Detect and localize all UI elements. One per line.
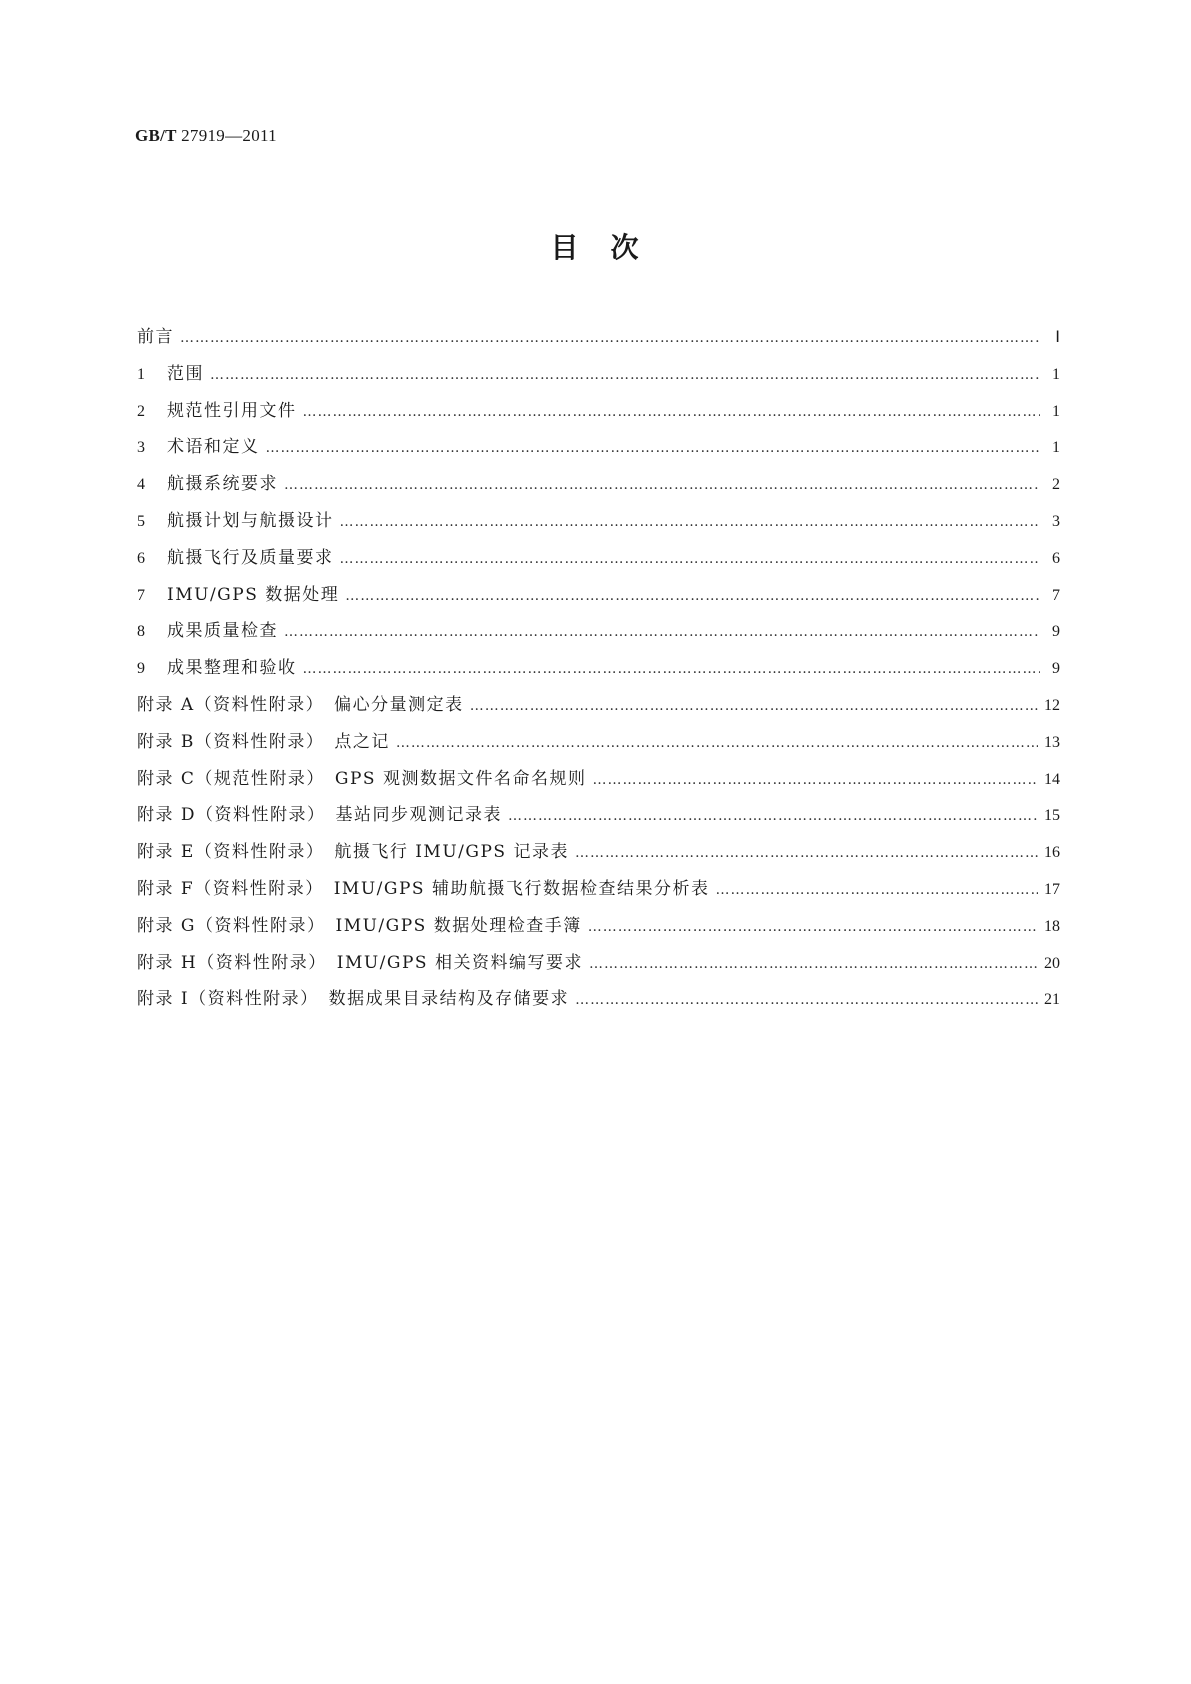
toc-entry-label	[137, 768, 586, 790]
toc-entry-label	[137, 878, 709, 900]
toc-entry[interactable]	[137, 731, 1060, 768]
toc-entry-label	[137, 400, 297, 423]
toc-entry[interactable]	[137, 841, 1060, 878]
toc-entry-page: 2	[1052, 476, 1060, 494]
toc-entry-label	[137, 731, 390, 753]
toc-entry-label	[137, 584, 339, 607]
toc-leader-dots	[340, 548, 1041, 570]
toc-entry-label	[137, 620, 278, 643]
toc-entry-title: 前言	[137, 327, 174, 347]
toc-entry[interactable]	[137, 657, 1060, 694]
toc-entry[interactable]	[137, 915, 1060, 952]
toc-entry[interactable]	[137, 694, 1060, 731]
toc-entry-label	[137, 363, 204, 386]
toc-entry[interactable]	[137, 473, 1060, 510]
toc-entry-title: 成果整理和验收	[167, 658, 297, 679]
toc-leader-dots	[715, 879, 1038, 901]
toc-entry-title: 航摄系统要求	[167, 474, 278, 495]
toc-entry[interactable]	[137, 510, 1060, 547]
toc-entry-title: 术语和定义	[167, 437, 260, 458]
toc-entry-number: 8	[137, 623, 147, 641]
toc-entry-number: 1	[137, 365, 147, 383]
toc-entry-page: 9	[1052, 623, 1060, 641]
toc-entry-page: 1	[1052, 402, 1060, 420]
toc-entry-number: 6	[137, 549, 147, 567]
toc-entry-title: 范围	[167, 363, 204, 384]
toc-leader-dots	[575, 842, 1038, 864]
toc-leader-dots	[588, 916, 1038, 938]
toc-entry-number: 3	[137, 439, 147, 457]
toc-entry[interactable]	[137, 988, 1060, 1025]
toc-entry-label	[137, 510, 334, 533]
toc-entry-page: Ⅰ	[1055, 329, 1060, 346]
toc-entry-page: 9	[1052, 660, 1060, 678]
toc-entry-label	[137, 988, 569, 1010]
toc-entry-label	[137, 804, 502, 826]
toc-entry-page: 12	[1044, 696, 1060, 714]
toc-entry[interactable]	[137, 547, 1060, 584]
toc-leader-dots	[340, 511, 1041, 533]
toc-entry[interactable]	[137, 620, 1060, 657]
toc-entry-title: 成果质量检查	[167, 621, 278, 642]
toc-entry[interactable]	[137, 436, 1060, 473]
document-code	[135, 126, 277, 146]
toc-leader-dots	[470, 695, 1038, 717]
toc-leader-dots	[345, 585, 1040, 607]
toc-entry-page: 20	[1044, 954, 1060, 972]
toc-entry-label	[137, 657, 297, 680]
document-code-prefix: GB/T	[135, 126, 177, 145]
toc-entry-title: 附录 F（资料性附录） IMU/GPS 辅助航摄飞行数据检查结果分析表	[137, 878, 710, 899]
toc-entry-title: 附录 D（资料性附录） 基站同步观测记录表	[137, 805, 503, 826]
page-title: 目 次	[550, 231, 641, 264]
toc-entry[interactable]	[137, 400, 1060, 437]
toc-leader-dots	[575, 989, 1038, 1011]
toc-entry-label	[137, 694, 464, 716]
toc-entry-title: 附录 A（资料性附录） 偏心分量测定表	[137, 694, 464, 715]
toc-entry-page: 7	[1052, 586, 1060, 604]
toc-entry-page: 1	[1052, 439, 1060, 457]
toc-leader-dots	[180, 327, 1040, 349]
toc-entry-page: 17	[1044, 880, 1060, 898]
toc-entry-page: 6	[1052, 549, 1060, 567]
toc-entry-title: IMU/GPS 数据处理	[167, 584, 340, 605]
toc-entry-label	[137, 473, 278, 496]
toc-leader-dots	[210, 364, 1040, 386]
toc-entry-number: 9	[137, 660, 147, 678]
toc-entry-page: 21	[1044, 991, 1060, 1009]
toc-leader-dots	[284, 474, 1040, 496]
toc-entry[interactable]	[137, 584, 1060, 621]
toc-entry[interactable]	[137, 768, 1060, 805]
toc-entry-page: 3	[1052, 512, 1060, 530]
toc-leader-dots	[508, 805, 1038, 827]
toc-entry-number: 4	[137, 476, 147, 494]
toc-entry-title: 附录 C（规范性附录） GPS 观测数据文件名命名规则	[137, 768, 587, 789]
toc-entry-number: 5	[137, 512, 147, 530]
toc-entry[interactable]	[137, 878, 1060, 915]
toc-entry[interactable]	[137, 952, 1060, 989]
toc-entry-label	[137, 547, 334, 570]
toc-entry-label	[137, 952, 583, 974]
toc-entry-page: 14	[1044, 770, 1060, 788]
toc-entry[interactable]	[137, 363, 1060, 400]
toc-leader-dots	[284, 621, 1040, 643]
toc-leader-dots	[303, 401, 1041, 423]
toc-entry-number: 2	[137, 402, 147, 420]
toc-leader-dots	[589, 953, 1038, 975]
toc-entry-title: 附录 E（资料性附录） 航摄飞行 IMU/GPS 记录表	[137, 842, 569, 863]
toc-entry-title: 航摄计划与航摄设计	[167, 510, 334, 531]
toc-entry-number: 7	[137, 586, 147, 604]
toc-entry-label	[137, 436, 260, 459]
toc-entry-page: 18	[1044, 917, 1060, 935]
toc-leader-dots	[303, 658, 1041, 680]
toc-leader-dots	[592, 769, 1038, 791]
toc-leader-dots	[266, 437, 1041, 459]
toc-entry-label	[137, 915, 582, 937]
toc-entry-label	[137, 326, 174, 348]
toc-entry-title: 附录 H（资料性附录） IMU/GPS 相关资料编写要求	[137, 952, 583, 973]
toc-entry-title: 附录 I（资料性附录） 数据成果目录结构及存储要求	[137, 989, 570, 1010]
document-code-number: 27919—2011	[181, 126, 277, 145]
toc-entry-page: 15	[1044, 807, 1060, 825]
toc-entry[interactable]	[137, 804, 1060, 841]
toc-entry-page: 16	[1044, 844, 1060, 862]
toc-entry-title: 航摄飞行及质量要求	[167, 547, 334, 568]
toc-entry-title: 规范性引用文件	[167, 400, 297, 421]
toc-entry-page: 1	[1052, 365, 1060, 383]
toc-entry-title: 附录 B（资料性附录） 点之记	[137, 731, 390, 752]
toc-entry-title: 附录 G（资料性附录） IMU/GPS 数据处理检查手簿	[137, 915, 582, 936]
toc-entry-page: 13	[1044, 733, 1060, 751]
toc-entry[interactable]	[137, 326, 1060, 363]
table-of-contents	[137, 326, 1060, 1025]
toc-leader-dots	[396, 732, 1038, 754]
toc-entry-label	[137, 841, 569, 863]
